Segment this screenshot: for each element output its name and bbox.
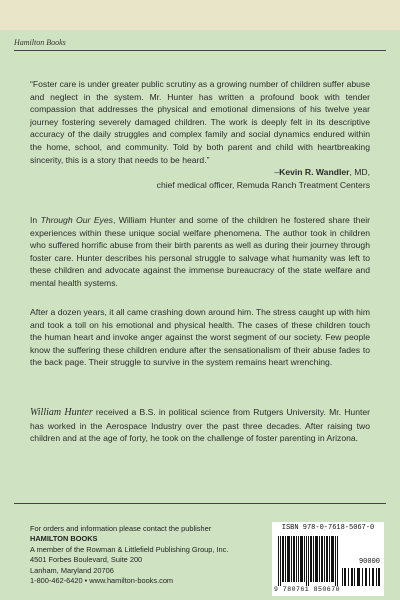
quote-text: “Foster care is under greater public scrutiny as a growing number of children suffer abuse and neglect in the system. Mr. Hunter has written a profound book with tender compassion that addresses the physical and emotional dimensions of his twelve year journey fostering severely damaged children. The work is deeply felt in its descriptive accuracy of the daily struggles and complex family and social dynamics endured within the home, school, and community. Told by both parent and child with heartbreaking sincerity, this is a story that needs to be heard.” bbox=[30, 79, 370, 165]
top-divider bbox=[14, 50, 386, 51]
order-line-3: A member of the Rowman & Littlefield Publishing Group, Inc. bbox=[30, 544, 229, 554]
book-title: Through Our Eyes bbox=[40, 215, 113, 225]
publisher-mark: Hamilton Books bbox=[14, 38, 66, 47]
author-suffix: , MD, bbox=[349, 167, 370, 178]
order-address: 4501 Forbes Boulevard, Suite 200 bbox=[30, 555, 143, 565]
top-band bbox=[0, 0, 400, 30]
author-name: William Hunter bbox=[30, 407, 93, 418]
quote-author: Kevin R. Wandler bbox=[279, 167, 350, 178]
order-info bbox=[30, 524, 228, 586]
bio-text: received a B.S. in political science from Rutgers University. Mr. Hunter has worked in the Aerospace Industry over the past three decades. After raising two children and at the age of forty, he took on the challenge of foster parenting in Arizona. bbox=[30, 407, 371, 444]
quote-attribution bbox=[30, 166, 370, 179]
price-code: 90000 bbox=[358, 558, 380, 566]
author-bio bbox=[30, 406, 370, 445]
description-paragraph-1 bbox=[30, 214, 370, 290]
ean-digits: 9 780761 850670 bbox=[274, 586, 341, 593]
ean-barcode-bars bbox=[278, 536, 338, 586]
bottom-divider bbox=[14, 503, 386, 504]
isbn-label: ISBN 978-0-7618-5067-0 bbox=[281, 524, 375, 532]
description-paragraph-2: After a dozen years, it all came crashing down around him. The stress caught up with him and took a toll on his emotional and physical health. The cases of these children touch the human heart and invoke anger against the worst segment of our society. Few people know the suffering these children endure after the sensationalism of their abuse fades to the back page. Their struggle to survive in the system remains heart wrenching. bbox=[30, 307, 370, 368]
barcode bbox=[272, 522, 384, 596]
endorsement-quote bbox=[30, 78, 370, 191]
desc-prefix: In bbox=[30, 215, 41, 225]
order-publisher: HAMILTON BOOKS bbox=[30, 534, 98, 544]
order-contact: 1-800-462-6420 • www.hamilton-books.com bbox=[30, 576, 174, 586]
attribution-dash: – bbox=[274, 167, 280, 178]
quote-affiliation: chief medical officer, Remuda Ranch Treatment Centers bbox=[156, 179, 370, 190]
order-city: Lanham, Maryland 20706 bbox=[30, 565, 114, 575]
price-barcode-bars bbox=[342, 568, 380, 586]
desc-rest: , William Hunter and some of the children he fostered share their experiences within these unique social welfare phenomena. The author took in children who suffered horrific abuse from their birth parents as well as during their journey through foster care. Hunter describes his personal struggle to salvage what humanity was left to these children and advocate against the immense bureaucracy of the state welfare and mental health systems. bbox=[30, 215, 370, 288]
order-line-1: For orders and information please contact the publisher bbox=[30, 524, 212, 533]
